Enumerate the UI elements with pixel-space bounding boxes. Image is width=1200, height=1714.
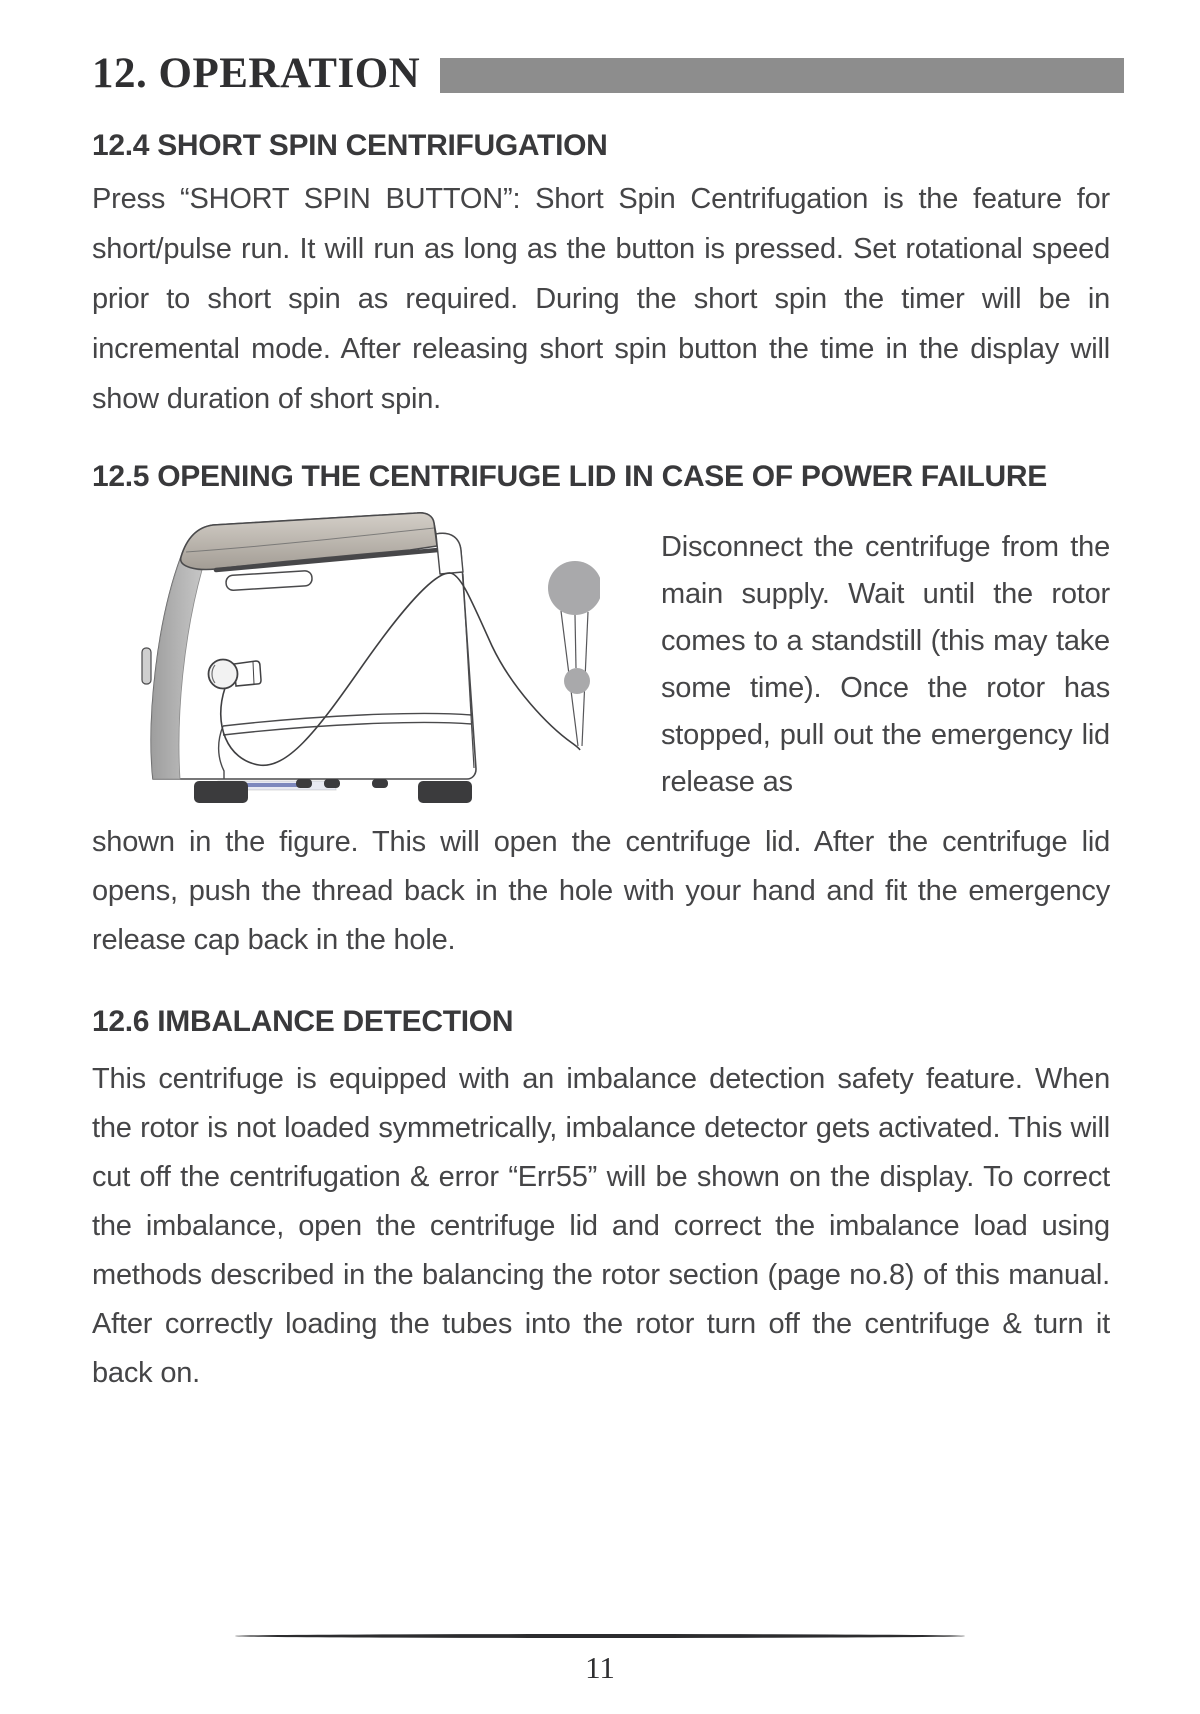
section-body-12-5-beside-figure: Disconnect the centrifuge from the main supply. Wait until the rotor comes to a standstill (this may take some time). Once the rotor has stopped, pull out the emergency lid release as [661, 531, 1110, 798]
foot-left [194, 781, 248, 803]
header-bar-decoration [440, 58, 1124, 93]
emergency-release-knob [209, 660, 238, 689]
chapter-header [92, 44, 1124, 102]
bolt-1 [296, 779, 312, 788]
bolt-2 [324, 779, 340, 788]
release-cap [548, 561, 600, 615]
section-body-12-5-below-figure: shown in the figure. This will open the centrifuge lid. After the centrifuge lid opens, push the thread back in the hole with your hand and fit the emergency release cap back in the hole. [92, 826, 1110, 956]
page-footer [0, 1634, 1200, 1686]
chapter-title: 12. OPERATION [92, 49, 421, 97]
figure-row [92, 510, 1110, 810]
section-heading-12-5: 12.5 OPENING THE CENTRIFUGE LID IN CASE OF POWER FAILURE [92, 460, 1047, 493]
foot-right [418, 781, 472, 803]
section-body-12-6: This centrifuge is equipped with an imbalance detection safety feature. When the rotor is not loaded symmetrically, imbalance detector gets activated. This will cut off the centrifugation & error “Err55” will be shown on the display. To correct the imbalance, open the centrifuge lid and correct the imbalance load using methods described in the balancing the rotor section (page no.8) of this manual. After correctly loading the tubes into the rotor turn off the centrifuge & turn it back on. [92, 1063, 1110, 1389]
page-number: 11 [585, 1650, 615, 1685]
bolt-3 [372, 779, 388, 788]
centrifuge-figure [120, 510, 600, 810]
front-switch [142, 648, 151, 684]
hinge-block [436, 533, 463, 574]
callout-thread-line [575, 615, 576, 668]
centrifuge-illustration [120, 510, 600, 810]
release-cap-callout [548, 561, 600, 746]
page-content [92, 44, 1110, 1398]
section-heading-12-6: 12.6 IMBALANCE DETECTION [92, 1005, 514, 1038]
section-heading-12-4: 12.4 SHORT SPIN CENTRIFUGATION [92, 129, 608, 162]
thread-ball [564, 668, 590, 694]
section-body-12-4: Press “SHORT SPIN BUTTON”: Short Spin Centrifugation is the feature for short/pulse run. It will run as long as the button is pressed. Set rotational speed prior to short spin as required. During the short spin the timer will be in incremental mode. After releasing short spin button the time in the display will show duration of short spin. [92, 183, 1110, 415]
footer-rule [235, 1634, 965, 1638]
